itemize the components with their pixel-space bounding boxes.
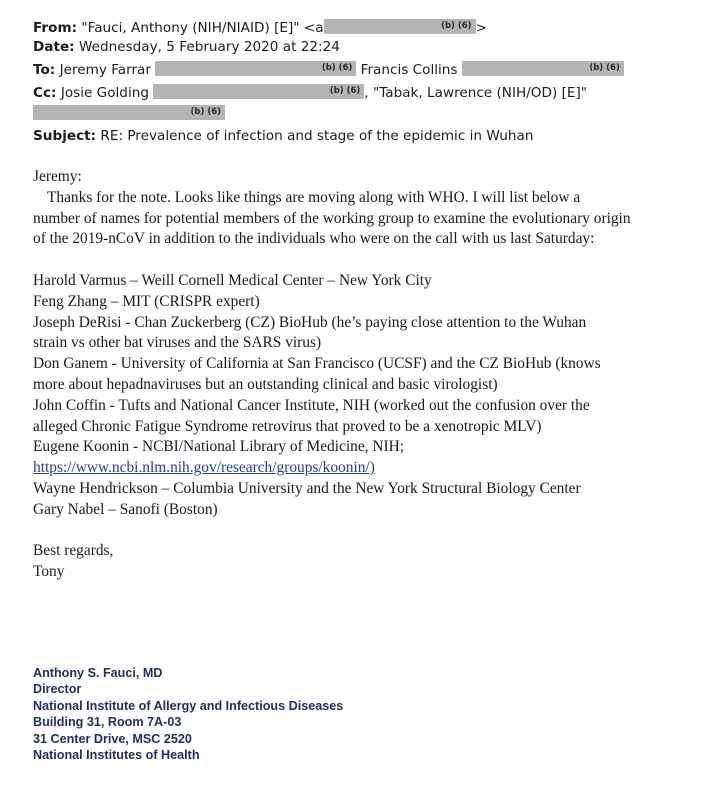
name-line: Feng Zhang – MIT (CRISPR expert) (33, 292, 260, 310)
greeting: Jeremy: (33, 168, 82, 185)
name-line: John Coffin - Tufts and National Cancer Institute, NIH (worked out the confusion over the (33, 396, 590, 414)
name-line: strain vs other bat viruses and the SARS virus) (33, 334, 322, 352)
redaction-box: (b) (6) (324, 19, 476, 34)
cc-line-continued (33, 105, 225, 123)
cc-recipient-1: Josie Golding (60, 85, 149, 101)
signature-title: Director (33, 682, 82, 697)
redaction-box: (b) (6) (462, 61, 624, 76)
from-line (33, 19, 487, 37)
subject-line (33, 127, 533, 145)
to-recipient-2: Francis Collins (360, 62, 458, 78)
signature-block (33, 665, 343, 763)
subject-label: Subject: (33, 128, 97, 144)
to-line (33, 61, 624, 79)
date-value: Wednesday, 5 February 2020 at 22:24 (78, 39, 340, 55)
from-value: "Fauci, Anthony (NIH/NIAID) [E]" <a (81, 20, 324, 36)
to-label: To: (33, 62, 56, 78)
name-line: Wayne Hendrickson – Columbia University and the New York Structural Biology Center (33, 479, 581, 497)
to-recipient-1: Jeremy Farrar (59, 62, 151, 78)
intro-line: Thanks for the note. Looks like things are moving along with WHO. I will list below a (47, 188, 581, 206)
signature-org: National Institutes of Health (33, 748, 200, 763)
date-label: Date: (33, 39, 75, 55)
cc-label: Cc: (33, 85, 57, 101)
intro-line: number of names for potential members of the working group to examine the evolutionary origin (33, 209, 631, 227)
cc-recipient-2: , "Tabak, Lawrence (NIH/OD) [E]" (364, 85, 588, 101)
name-line: Harold Varmus – Weill Cornell Medical Center – New York City (33, 271, 432, 289)
subject-value: RE: Prevalence of infection and stage of the epidemic in Wuhan (100, 128, 534, 144)
email-body (33, 167, 713, 583)
signature-building: Building 31, Room 7A-03 (33, 715, 182, 730)
name-line: alleged Chronic Fatigue Syndrome retrovirus that proved to be a xenotropic MLV) (33, 417, 542, 435)
name-line: Joseph DeRisi - Chan Zuckerberg (CZ) BioHub (he’s paying close attention to the Wuhan (33, 313, 587, 331)
signature-address: 31 Center Drive, MSC 2520 (33, 731, 192, 746)
signature-name: Anthony S. Fauci, MD (33, 666, 163, 680)
closing: Best regards, (33, 542, 114, 560)
from-close: > (475, 20, 487, 36)
intro-line: of the 2019-nCoV in addition to the individuals who were on the call with us last Saturday: (33, 230, 595, 248)
koonin-link[interactable]: https://www.ncbi.nlm.nih.gov/research/groups/koonin/) (33, 459, 375, 477)
redaction-box: (b) (6) (33, 105, 225, 120)
signature-institute: National Institute of Allergy and Infectious Diseases (33, 698, 344, 713)
date-line (33, 38, 340, 56)
redaction-box: (b) (6) (153, 84, 364, 99)
signoff: Tony (33, 563, 65, 581)
from-label: From: (33, 20, 78, 36)
cc-line (33, 84, 587, 102)
name-line: Eugene Koonin - NCBI/National Library of Medicine, NIH; (33, 438, 404, 456)
name-line: Gary Nabel – Sanofi (Boston) (33, 500, 218, 518)
name-line: more about hepadnaviruses but an outstanding clinical and basic virologist) (33, 375, 498, 393)
name-line: Don Ganem - University of California at San Francisco (UCSF) and the CZ BioHub (knows (33, 355, 601, 373)
redaction-box: (b) (6) (155, 61, 356, 76)
